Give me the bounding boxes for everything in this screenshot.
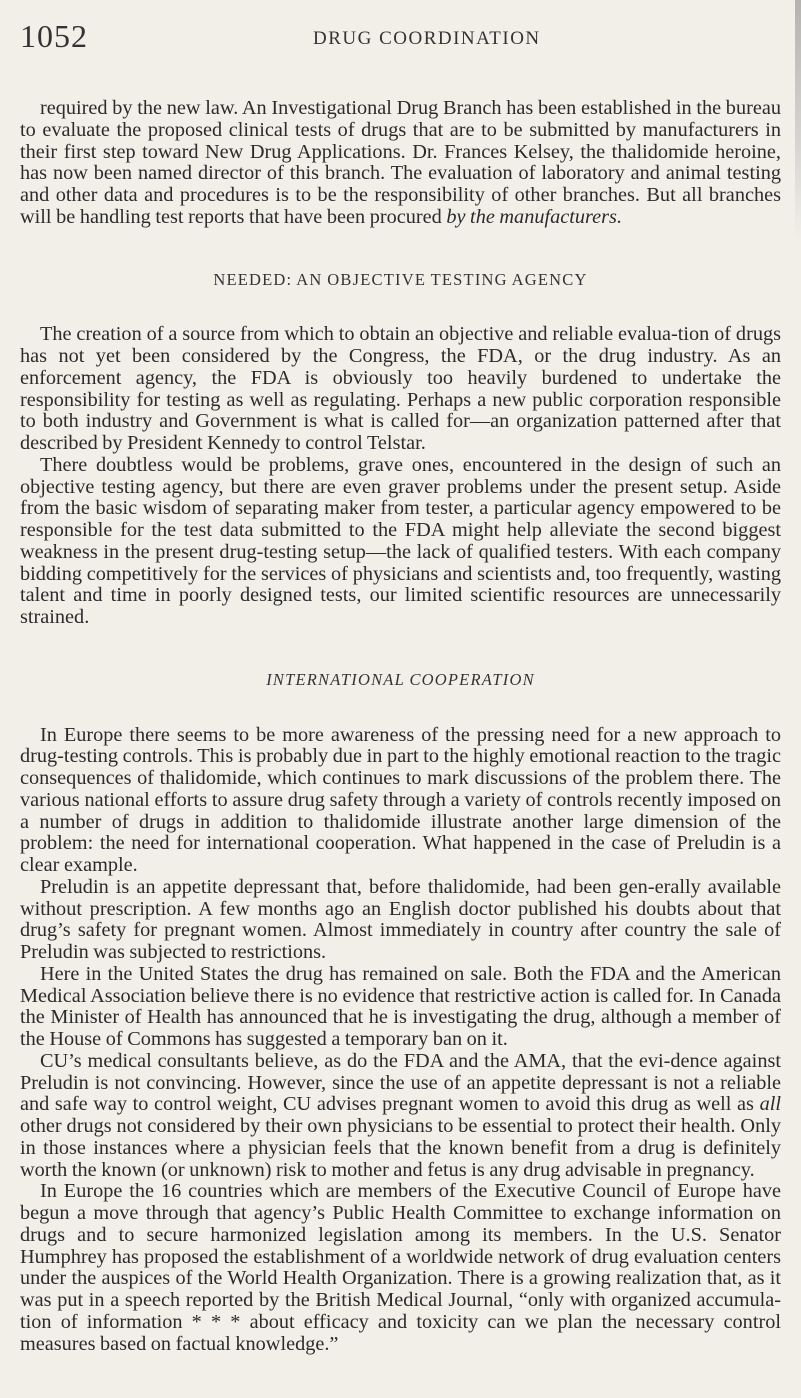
section-heading-international-cooperation: INTERNATIONAL COOPERATION [266,669,535,689]
paragraph-european-council: In Europe the 16 countries which are members of the Executive Council of Europe have begun a move through that agency’s Public Health Committee to exchange information on drugs and to secure harmonized legislation among its members. In the U.S. Senator Humphrey has proposed the establishment of a worldwide network of drug evaluation centers under the auspices of the World Health Organization. There is a growing realization that, as it was put in a speech reported by the British Medical Journal, “only with organized accumula-tion of information * * * about efficacy and toxicity can we plan the necessary control measures based on factual knowledge.” [20,1180,781,1355]
intro-emphasis: by the manufacturers. [446,205,623,228]
running-head: DRUG COORDINATION [313,28,541,49]
page-number: 1052 [20,18,88,54]
cu-text: CU’s medical consultants believe, as do the FDA and the AMA, that the evi-dence against Preludin is not convincing. However, since the use of an appetite depressant is not a reliable and safe way to control weight, CU advises pregnant women to avoid this drug as well as [20,1049,781,1116]
paragraph-united-states: Here in the United States the drug has remained on sale. Both the FDA and the American Medical Association believe there is no evidence that restrictive action is called for. In Canada the Minister of Health has announced that he is investigating the drug, although a member of the House of Commons has suggested a temporary ban on it. [20,962,781,1050]
intro-paragraph [20,98,781,229]
page-header [20,18,781,58]
article-body [20,98,781,1355]
intro-text: required by the new law. An Investigational Drug Branch has been established in the bureau to evaluate the proposed clinical tests of drugs that are to be submitted by manufacturers in their first step toward New Drug Applications. Dr. Frances Kelsey, the thalidomide heroine, has now been named director of this branch. The evaluation of laboratory and animal testing and other data and procedures is to be the responsibility of other branches. But all branches will be handling test reports that have been procured [20,97,781,228]
cu-text-after: other drugs not considered by their own physicians to be essential to protect their health. Only in those instances where a physician feels that the known benefit from a drug is definitely worth the known (or unknown) risk to mother and fetus is any drug advisable in pregnancy. [20,1115,781,1181]
paragraph-objective-testing-1: The creation of a source from which to obtain an objective and reliable evalua-tion of drugs has not yet been considered by the Congress, the FDA, or the drug industry. As an enforcement agency, the FDA is obviously too heavily burdened to undertake the responsibility for testing as well as regulating. Perhaps a new public corporation responsible to both industry and Government is what is called for—an organization patterned after that described by President Kennedy to control Telstar. [20,323,781,454]
paragraph-preludin: Preludin is an appetite depressant that, before thalidomide, had been gen-erally available without prescription. A few months ago an English doctor published his doubts about that drug’s safety for pregnant women. Almost immediately in country after country the sale of Preludin was subjected to restrictions. [20,875,781,963]
section-heading-objective-testing: NEEDED: AN OBJECTIVE TESTING AGENCY [213,269,588,289]
paragraph-europe-awareness: In Europe there seems to be more awareness of the pressing need for a new approach to drug-testing controls. This is probably due in part to the highly emotional reaction to the tragic consequences of thalidomide, which continues to mark discussions of the problem there. The various national efforts to assure drug safety through a variety of controls recently imposed on a number of drugs in addition to thalidomide illustrate another large dimension of the problem: the need for international cooperation. What happened in the case of Preludin is a clear example. [20,723,781,876]
paragraph-cu-consultants [20,1051,781,1182]
cu-emphasis: all [759,1093,781,1116]
paragraph-objective-testing-2: There doubtless would be problems, grave ones, encountered in the design of such an objective testing agency, but there are even graver problems under the present setup. Aside from the basic wisdom of separating maker from tester, a particular agency empowered to be responsible for the test data submitted to the FDA might help alleviate the second biggest weakness in the present drug-testing setup—the lack of qualified testers. With each company bidding competitively for the services of physicians and scientists and, too frequently, wasting talent and time in poorly designed tests, our limited scientific resources are unnecessarily strained. [20,453,781,628]
page-edge-shadow [795,0,801,240]
